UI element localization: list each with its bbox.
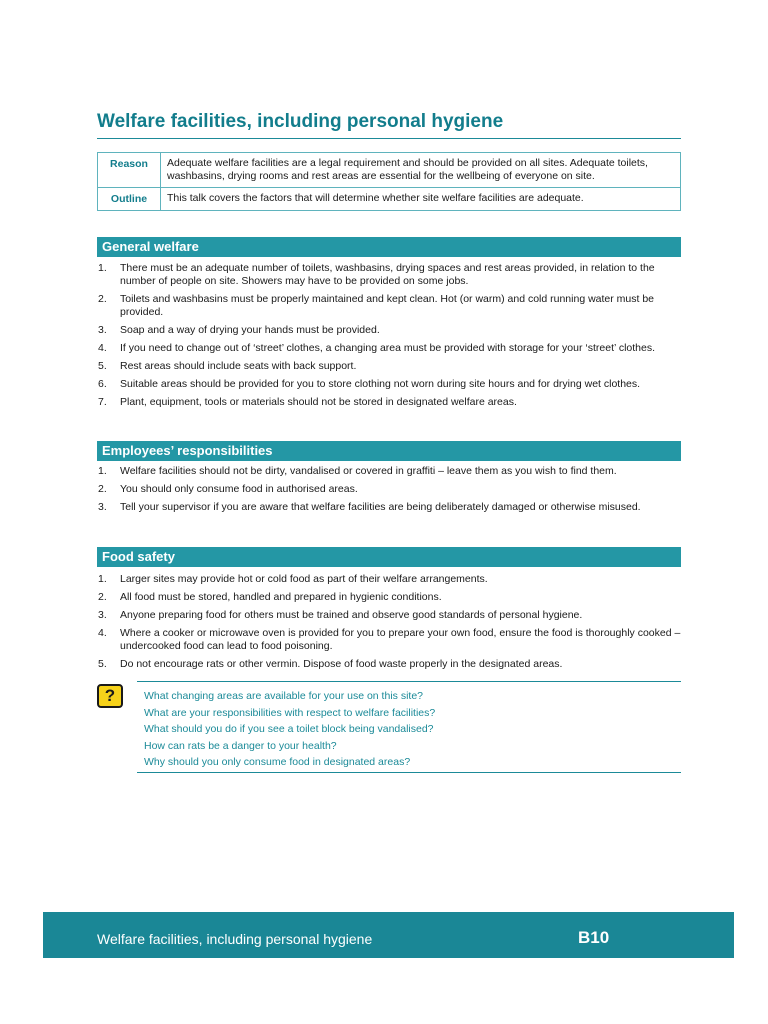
item-number: 2. bbox=[98, 293, 107, 305]
item-number: 7. bbox=[98, 396, 107, 408]
question-item: How can rats be a danger to your health? bbox=[144, 739, 337, 752]
item-text: Anyone preparing food for others must be trained and observe good standards of personal hygiene. bbox=[120, 609, 583, 621]
outline-row bbox=[98, 188, 681, 211]
list-item bbox=[97, 378, 681, 391]
item-text: Suitable areas should be provided for you to store clothing not worn during site hours and for drying wet clothes. bbox=[120, 378, 641, 390]
item-text: Rest areas should include seats with back support. bbox=[120, 360, 357, 372]
divider bbox=[137, 681, 681, 682]
list-item bbox=[97, 293, 681, 319]
question-item: What are your responsibilities with respect to welfare facilities? bbox=[144, 706, 436, 719]
question-list bbox=[144, 688, 435, 771]
food-safety-list bbox=[97, 573, 681, 676]
item-number: 6. bbox=[98, 378, 107, 390]
item-number: 2. bbox=[98, 483, 107, 495]
item-number: 1. bbox=[98, 573, 107, 585]
list-item bbox=[97, 262, 681, 288]
section-heading-general-welfare: General welfare bbox=[97, 237, 681, 257]
employees-responsibilities-list bbox=[97, 465, 681, 519]
item-text: Tell your supervisor if you are aware that welfare facilities are being deliberately damaged or otherwise misused. bbox=[120, 501, 641, 513]
item-text: You should only consume food in authorised areas. bbox=[120, 483, 358, 495]
reason-text: Adequate welfare facilities are a legal requirement and should be provided on all sites. Adequate toilets, washbasins, drying rooms and rest areas are essential for the wellbeing of everyone on site. bbox=[161, 153, 681, 188]
list-item bbox=[97, 396, 681, 409]
question-item: What should you do if you see a toilet block being vandalised? bbox=[144, 723, 434, 735]
item-number: 4. bbox=[98, 627, 107, 639]
page-title: Welfare facilities, including personal hygiene bbox=[97, 111, 681, 139]
reason-row bbox=[98, 153, 681, 188]
list-item bbox=[97, 342, 681, 355]
item-text: Where a cooker or microwave oven is provided for you to prepare your own food, ensure the food is thoroughly cooked – undercooked food can lead to food poisoning. bbox=[120, 627, 681, 652]
item-text: All food must be stored, handled and prepared in hygienic conditions. bbox=[120, 591, 442, 603]
item-number: 1. bbox=[98, 465, 107, 477]
item-number: 2. bbox=[98, 591, 107, 603]
list-item bbox=[97, 573, 681, 586]
reason-outline-table bbox=[97, 152, 681, 211]
general-welfare-list bbox=[97, 262, 681, 414]
question-item: Why should you only consume food in designated areas? bbox=[144, 756, 411, 768]
item-text: If you need to change out of ‘street’ clothes, a changing area must be provided with storage for your ‘street’ clothes. bbox=[120, 342, 656, 354]
section-heading-food-safety: Food safety bbox=[97, 547, 681, 567]
footer-title: Welfare facilities, including personal hygiene bbox=[97, 931, 373, 947]
list-item bbox=[97, 658, 681, 671]
reason-label: Reason bbox=[98, 153, 161, 188]
item-number: 3. bbox=[98, 324, 107, 336]
list-item bbox=[97, 627, 681, 653]
item-number: 3. bbox=[98, 501, 107, 513]
page-footer bbox=[43, 912, 734, 958]
question-item: What changing areas are available for your use on this site? bbox=[144, 690, 423, 702]
outline-text: This talk covers the factors that will determine whether site welfare facilities are adequate. bbox=[161, 188, 681, 211]
item-text: Plant, equipment, tools or materials should not be stored in designated welfare areas. bbox=[120, 396, 517, 408]
item-text: Welfare facilities should not be dirty, vandalised or covered in graffiti – leave them as you wish to find them. bbox=[120, 465, 617, 477]
item-number: 3. bbox=[98, 609, 107, 621]
item-number: 4. bbox=[98, 342, 107, 354]
list-item bbox=[97, 591, 681, 604]
list-item bbox=[97, 360, 681, 373]
footer-code: B10 bbox=[578, 928, 610, 947]
list-item bbox=[97, 324, 681, 337]
item-text: Do not encourage rats or other vermin. Dispose of food waste properly in the designated areas. bbox=[120, 658, 563, 670]
section-heading-employees-responsibilities: Employees’ responsibilities bbox=[97, 441, 681, 461]
item-number: 5. bbox=[98, 658, 107, 670]
question-mark-icon: ? bbox=[97, 684, 123, 708]
divider bbox=[137, 772, 681, 773]
item-text: Soap and a way of drying your hands must be provided. bbox=[120, 324, 380, 336]
item-number: 5. bbox=[98, 360, 107, 372]
discussion-questions bbox=[97, 681, 681, 773]
item-text: Larger sites may provide hot or cold food as part of their welfare arrangements. bbox=[120, 573, 488, 585]
list-item bbox=[97, 483, 681, 496]
list-item bbox=[97, 501, 681, 514]
item-text: Toilets and washbasins must be properly maintained and kept clean. Hot (or warm) and cold running water must be provided. bbox=[120, 293, 655, 318]
item-number: 1. bbox=[98, 262, 107, 274]
item-text: There must be an adequate number of toilets, washbasins, drying spaces and rest areas provided, in relation to the number of people on site. Showers may have to be provided on some jobs. bbox=[120, 262, 655, 287]
list-item bbox=[97, 465, 681, 478]
outline-label: Outline bbox=[98, 188, 161, 211]
list-item bbox=[97, 609, 681, 622]
